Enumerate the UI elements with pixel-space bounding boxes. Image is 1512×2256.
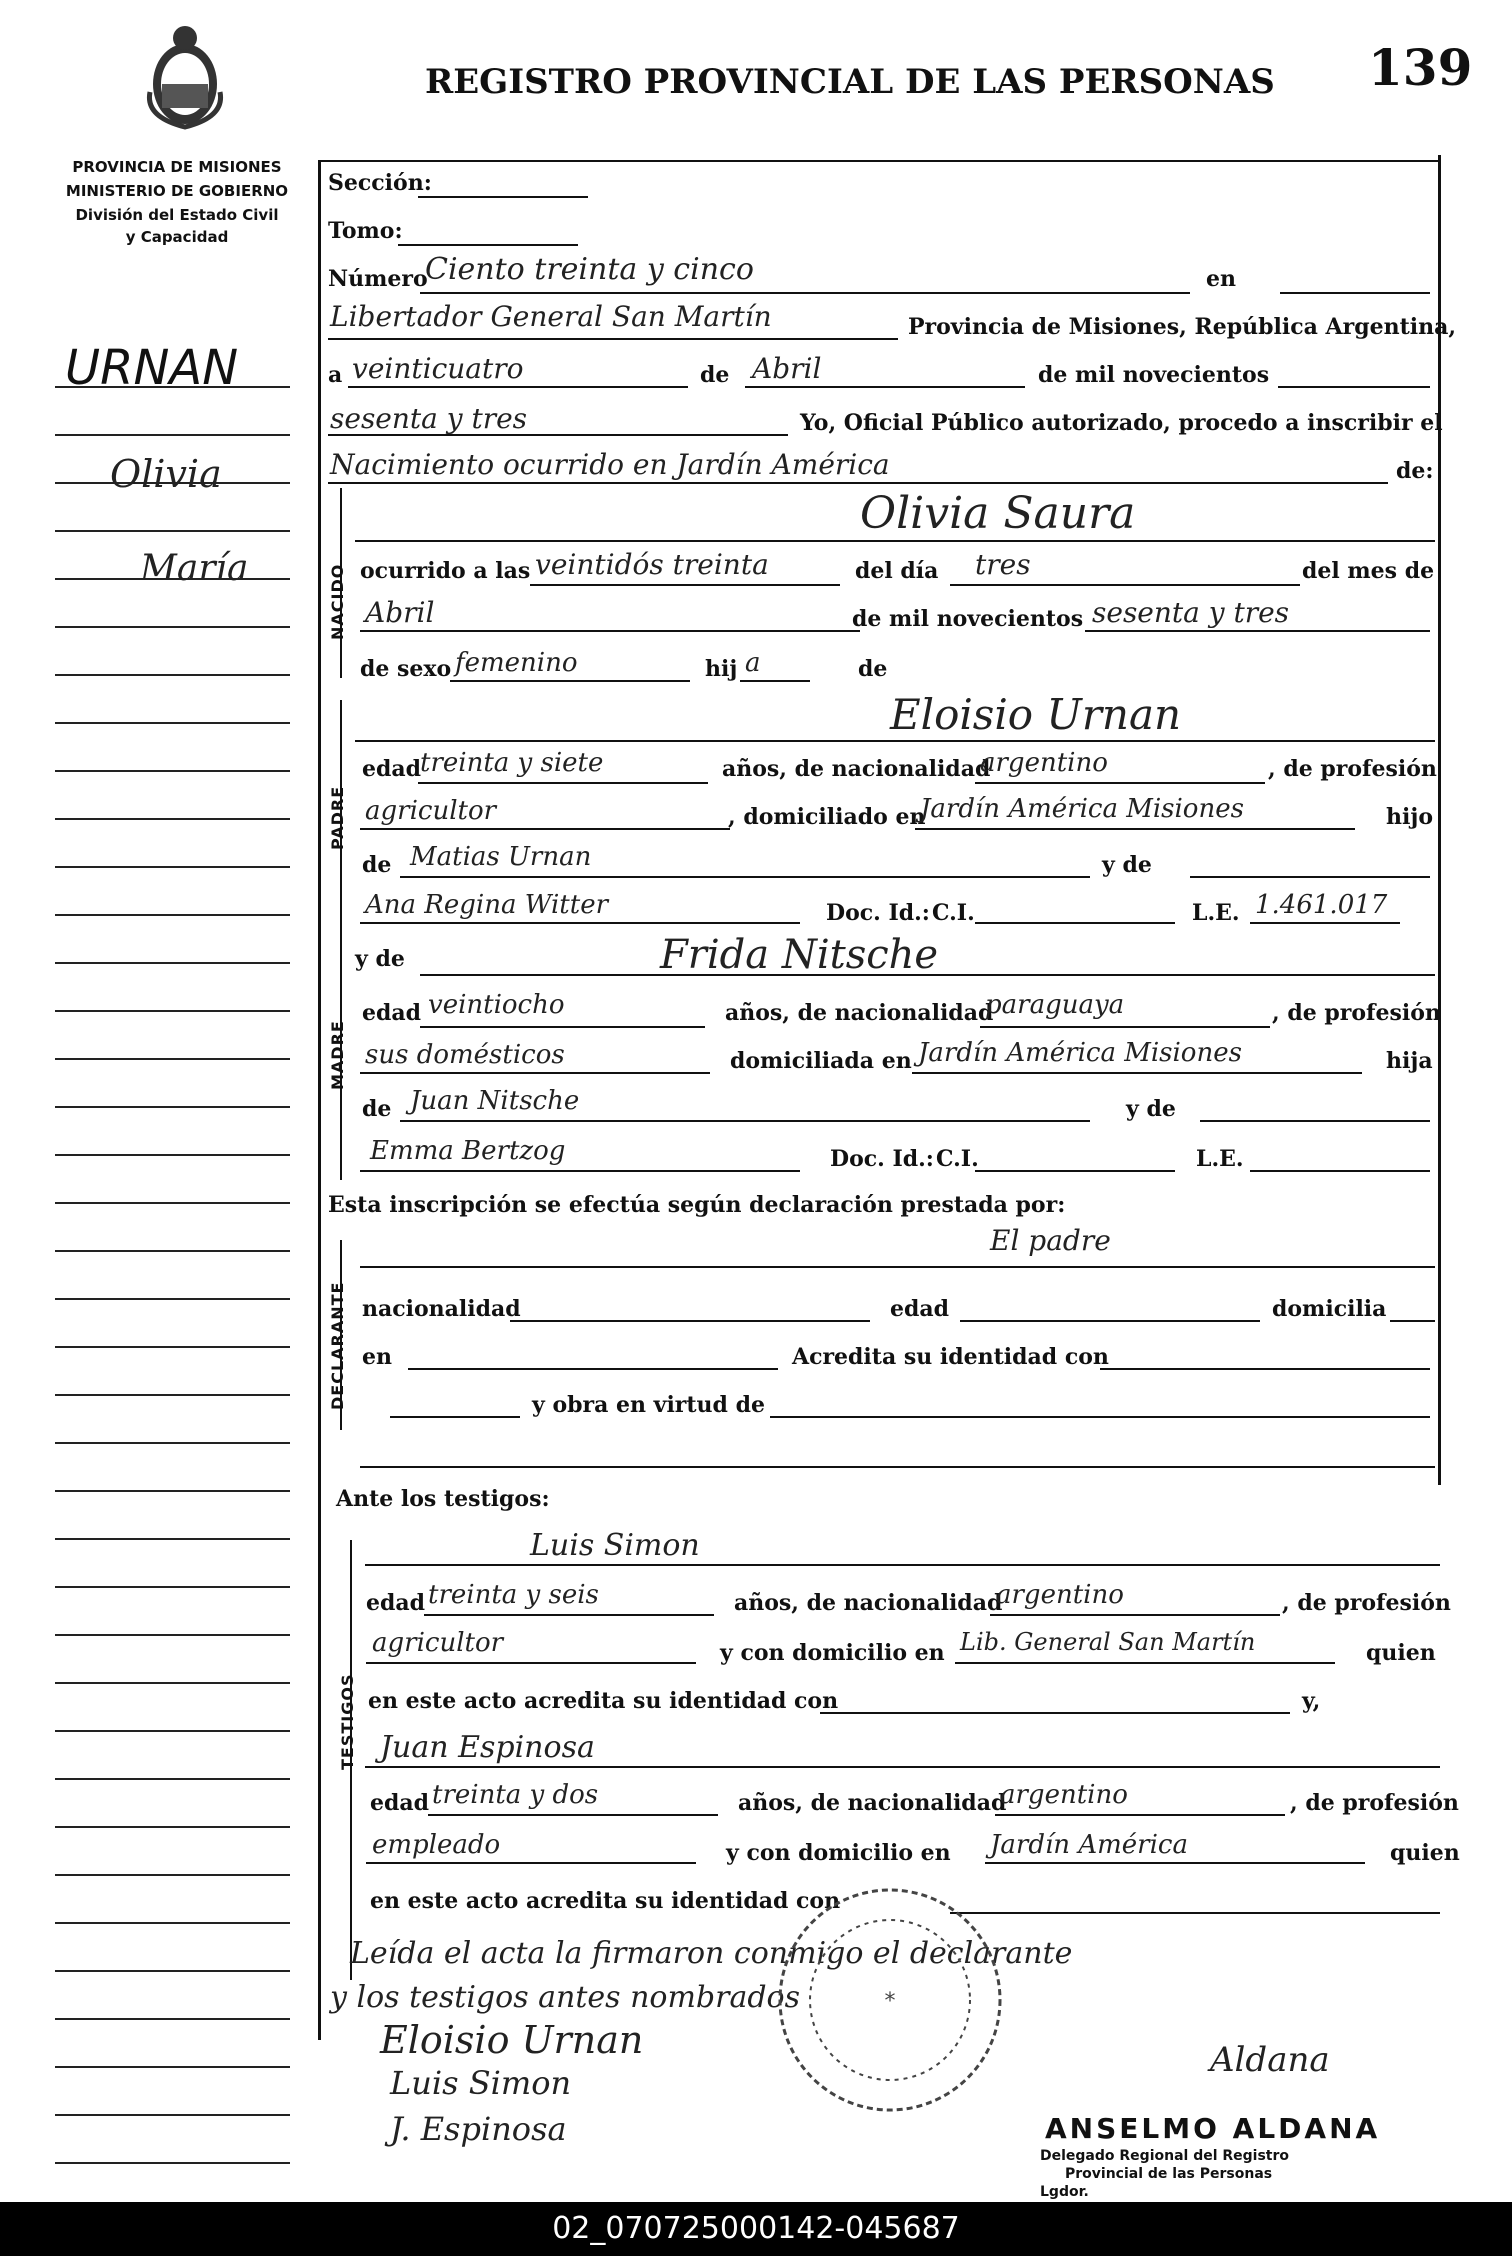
side-label-nacido: NACIDO <box>328 563 347 640</box>
margin-rule <box>55 1346 290 1348</box>
label-de-colon: de: <box>1396 458 1434 484</box>
label-numero: Número <box>328 266 428 292</box>
label-acredita: Acredita su identidad con <box>792 1344 1109 1370</box>
line-tomo <box>398 244 578 246</box>
line-sexo <box>450 680 690 682</box>
label-hijo: hijo <box>1386 804 1433 830</box>
label-provincia: Provincia de Misiones, República Argentina, <box>908 314 1457 340</box>
hw-t1-dom: Lib. General San Martín <box>960 1628 1256 1656</box>
round-seal-icon <box>770 1880 1010 2120</box>
side-label-testigos: TESTIGOS <box>338 1673 357 1770</box>
hw-t1-edad: treinta y seis <box>428 1580 599 1610</box>
stamp-name: ANSELMO ALDANA <box>1045 2112 1381 2145</box>
svg-text:*: * <box>884 1989 896 2014</box>
line-padre-nac <box>975 782 1265 784</box>
label-t1-acto: en este acto acredita su identidad con <box>368 1688 839 1714</box>
label-madre-doc: Doc. Id.: <box>830 1146 934 1172</box>
label-inscripcion: Esta inscripción se efectúa según declaración prestada por: <box>328 1192 1066 1218</box>
hw-madre-dom: Jardín América Misiones <box>918 1038 1242 1068</box>
hw-sexo: femenino <box>455 648 578 678</box>
line-lugar <box>328 338 898 340</box>
label-padre-doc: Doc. Id.: <box>826 900 930 926</box>
hw-madre-edad: veintiocho <box>428 990 565 1020</box>
line-madre-padre <box>400 1120 1090 1122</box>
side-label-padre: PADRE <box>328 785 347 850</box>
margin-rule <box>55 770 290 772</box>
hw-anio: sesenta y tres <box>330 402 528 435</box>
label-padre-prof: , de profesión <box>1268 756 1437 782</box>
org-block <box>52 158 302 246</box>
line-padre-nombre <box>355 740 1435 742</box>
line-madre-prof <box>360 1072 710 1074</box>
hw-t2-edad: treinta y dos <box>432 1780 599 1810</box>
hw-dia: veinticuatro <box>352 352 524 385</box>
line-obra-2 <box>360 1466 1435 1468</box>
label-padre-edad: edad <box>362 756 422 782</box>
hw-padre-madre: Ana Regina Witter <box>365 890 609 920</box>
label-obra: y obra en virtud de <box>532 1392 765 1418</box>
label-madre-le: L.E. <box>1196 1146 1244 1172</box>
margin-rule <box>55 1490 290 1492</box>
hw-dia-nac: tres <box>975 548 1031 581</box>
label-del-mes: del mes de <box>1302 558 1435 584</box>
margin-rule <box>55 1250 290 1252</box>
form-frame-top <box>318 160 1440 162</box>
line-anio-nac <box>1085 630 1430 632</box>
stamp-line4: Lgdor. <box>1040 2184 1089 2200</box>
label-testigos: Ante los testigos: <box>336 1486 550 1512</box>
label-t2-nac: años, de nacionalidad <box>738 1790 1007 1816</box>
margin-surname: URNAN <box>65 340 239 396</box>
line-mes-nac <box>360 630 860 632</box>
margin-rule <box>55 1202 290 1204</box>
hw-nacimiento: Nacimiento ocurrido en Jardín América <box>330 448 890 481</box>
line-t2-edad <box>428 1814 718 1816</box>
line-en <box>1280 292 1430 294</box>
hw-padre-edad: treinta y siete <box>420 748 604 778</box>
line-mil <box>1278 386 1430 388</box>
margin-rule <box>55 1682 290 1684</box>
line-padre-edad <box>418 782 708 784</box>
line-padre-le <box>1250 922 1400 924</box>
hw-leida-2: y los testigos antes nombrados <box>330 1980 800 2015</box>
line-t2-dom <box>985 1862 1365 1864</box>
margin-rule <box>55 626 290 628</box>
margin-rule <box>55 2162 290 2164</box>
hw-t1-prof: agricultor <box>372 1628 504 1658</box>
line-obra <box>770 1416 1430 1418</box>
margin-rule <box>55 962 290 964</box>
label-madre-y-de2: y de <box>1126 1096 1176 1122</box>
line-hora <box>530 584 840 586</box>
margin-rule <box>55 1970 290 1972</box>
label-decl-domicilia: domicilia <box>1272 1296 1387 1322</box>
line-t2-acto <box>950 1912 1440 1914</box>
line-testigo1 <box>365 1564 1440 1566</box>
hw-padre-nac: argentino <box>980 748 1108 778</box>
margin-rule <box>55 530 290 532</box>
org-line3: División del Estado Civil <box>75 206 279 224</box>
side-label-declarante: DECLARANTE <box>328 1281 347 1410</box>
label-padre-nac: años, de nacionalidad <box>722 756 991 782</box>
hw-firma1: Eloisio Urnan <box>380 2018 644 2062</box>
label-madre-y-de: y de <box>355 946 405 972</box>
hw-padre-dom: Jardín América Misiones <box>920 794 1244 824</box>
side-label-madre: MADRE <box>328 1020 347 1090</box>
label-t1-quien: quien <box>1366 1640 1436 1666</box>
hw-firma2: Luis Simon <box>390 2064 572 2102</box>
label-hija: hija <box>1386 1048 1433 1074</box>
margin-first-name: Olivia <box>110 452 222 496</box>
hw-leida-1: Leída el acta la firmaron conmigo el declarante <box>350 1936 1073 1971</box>
line-t1-prof <box>366 1662 696 1664</box>
label-t1-prof: , de profesión <box>1282 1590 1451 1616</box>
page-number: 139 <box>1368 38 1473 97</box>
line-t1-edad <box>424 1614 714 1616</box>
margin-rule <box>55 1778 290 1780</box>
label-madre-nac: años, de nacionalidad <box>725 1000 994 1026</box>
margin-rule <box>55 1394 290 1396</box>
margin-rule <box>55 1298 290 1300</box>
line-madre-edad <box>420 1026 705 1028</box>
line-madre-madre <box>360 1170 800 1172</box>
label-padre-dom: , domiciliado en <box>728 804 926 830</box>
org-line1: PROVINCIA DE MISIONES <box>72 158 282 176</box>
margin-rule <box>55 914 290 916</box>
margin-rule <box>55 1010 290 1012</box>
line-numero <box>420 292 1190 294</box>
label-padre-le: L.E. <box>1192 900 1240 926</box>
hw-t2-dom: Jardín América <box>990 1830 1188 1860</box>
label-t1-y: y, <box>1302 1688 1321 1714</box>
line-madre-ci <box>975 1170 1175 1172</box>
hw-madre-madre: Emma Bertzog <box>370 1136 566 1166</box>
label-tomo: Tomo: <box>328 218 403 244</box>
line-madre-le <box>1250 1170 1430 1172</box>
hw-hora: veintidós treinta <box>535 548 769 581</box>
label-madre-prof: , de profesión <box>1272 1000 1441 1026</box>
hw-madre-nac: paraguaya <box>985 990 1125 1020</box>
margin-rule <box>55 674 290 676</box>
margin-rule <box>55 2018 290 2020</box>
line-declarante <box>360 1266 1435 1268</box>
margin-rule <box>55 1730 290 1732</box>
org-line4: y Capacidad <box>125 228 229 246</box>
hw-mes: Abril <box>752 352 822 385</box>
label-de-mil2: de mil novecientos <box>852 606 1084 632</box>
line-t1-dom <box>955 1662 1335 1664</box>
label-de-mil: de mil novecientos <box>1038 362 1270 388</box>
margin-rule <box>55 722 290 724</box>
label-hij: hij <box>705 656 738 682</box>
label-padre-y-de: y de <box>1102 852 1152 878</box>
hw-t2-nac: argentino <box>1000 1780 1128 1810</box>
label-t1-edad: edad <box>366 1590 426 1616</box>
hw-madre-prof: sus domésticos <box>365 1040 565 1070</box>
line-padre-prof <box>360 828 730 830</box>
page-title: REGISTRO PROVINCIAL DE LAS PERSONAS <box>425 62 1275 102</box>
hw-numero: Ciento treinta y cinco <box>425 252 754 287</box>
hw-t2-prof: empleado <box>372 1830 501 1860</box>
label-madre-dom: domiciliada en <box>730 1048 912 1074</box>
label-t2-edad: edad <box>370 1790 430 1816</box>
label-padre-de: de <box>362 852 392 878</box>
line-madre-nac <box>980 1026 1270 1028</box>
label-a: a <box>328 362 343 388</box>
margin-middle-name: María <box>140 548 249 589</box>
stamp-line3: Provincial de las Personas <box>1065 2166 1273 2182</box>
line-dia-nac <box>950 584 1300 586</box>
label-t1-nac: años, de nacionalidad <box>734 1590 1003 1616</box>
org-line2: MINISTERIO DE GOBIERNO <box>65 182 289 200</box>
label-t1-dom: y con domicilio en <box>720 1640 945 1666</box>
hw-mes-nac: Abril <box>365 596 435 629</box>
line-madre-y-de <box>1200 1120 1430 1122</box>
label-de-mes: de <box>700 362 730 388</box>
form-frame-right <box>1438 155 1441 1485</box>
line-obra-pre <box>390 1416 520 1418</box>
hw-firma3: J. Espinosa <box>390 2110 567 2148</box>
line-nacimiento <box>328 482 1388 484</box>
line-t2-prof <box>366 1862 696 1864</box>
coat-of-arms-icon <box>140 22 230 132</box>
hw-madre-padre: Juan Nitsche <box>410 1086 580 1116</box>
margin-rule <box>55 1106 290 1108</box>
hw-anio-nac: sesenta y tres <box>1092 596 1290 629</box>
label-padre-ci: C.I. <box>932 900 975 926</box>
line-decl-edad <box>960 1320 1260 1322</box>
line-anio <box>328 434 788 436</box>
margin-rule <box>55 2114 290 2116</box>
line-madre-nombre <box>420 974 1435 976</box>
margin-rule <box>55 1442 290 1444</box>
margin-rule <box>55 866 290 868</box>
label-decl-edad: edad <box>890 1296 950 1322</box>
label-t2-prof: , de profesión <box>1290 1790 1459 1816</box>
line-acredita <box>1100 1368 1430 1370</box>
label-t2-quien: quien <box>1390 1840 1460 1866</box>
stamp-line2: Delegado Regional del Registro <box>1040 2148 1290 2164</box>
label-en: en <box>1206 266 1236 292</box>
label-madre-ci: C.I. <box>936 1146 979 1172</box>
line-t1-nac <box>990 1614 1280 1616</box>
label-decl-en: en <box>362 1344 392 1370</box>
hw-madre-nombre: Frida Nitsche <box>660 932 939 978</box>
margin-rule <box>55 818 290 820</box>
label-ocurrido: ocurrido a las <box>360 558 531 584</box>
margin-rule <box>55 1634 290 1636</box>
label-seccion: Sección: <box>328 170 432 196</box>
line-decl-en <box>408 1368 778 1370</box>
line-padre-dom <box>915 828 1355 830</box>
label-madre-de: de <box>362 1096 392 1122</box>
label-del-dia: del día <box>855 558 939 584</box>
margin-rule <box>55 1826 290 1828</box>
hw-lugar: Libertador General San Martín <box>330 300 772 333</box>
line-madre-dom <box>912 1072 1362 1074</box>
line-testigo2 <box>365 1766 1440 1768</box>
hw-firma-oficial: Aldana <box>1210 2040 1330 2080</box>
label-decl-nac: nacionalidad <box>362 1296 521 1322</box>
margin-rule <box>55 1538 290 1540</box>
hw-padre-prof: agricultor <box>365 796 497 826</box>
hw-t1-nac: argentino <box>996 1580 1124 1610</box>
line-decl-nac <box>510 1320 870 1322</box>
margin-rule <box>55 1874 290 1876</box>
line-t1-acto <box>820 1712 1290 1714</box>
hw-testigo1: Luis Simon <box>530 1528 700 1563</box>
margin-rule <box>55 1154 290 1156</box>
line-padre-y-de <box>1190 876 1430 878</box>
line-padre-madre <box>360 922 800 924</box>
document-id-footer: 02_070725000142-045687 <box>0 2202 1512 2256</box>
hw-nombre: Olivia Saura <box>860 488 1136 539</box>
margin-rule <box>55 1058 290 1060</box>
line-seccion <box>418 196 588 198</box>
line-hija <box>740 680 810 682</box>
form-frame-left <box>318 160 321 2040</box>
line-padre-ci <box>975 922 1175 924</box>
margin-rule <box>55 1586 290 1588</box>
margin-rule <box>55 2066 290 2068</box>
line-padre-padre <box>400 876 1090 878</box>
margin-rule <box>55 1922 290 1924</box>
hw-declarante: El padre <box>990 1224 1111 1257</box>
line-dia <box>348 386 688 388</box>
label-oficial: Yo, Oficial Público autorizado, procedo a inscribir el <box>800 410 1443 436</box>
line-t2-nac <box>995 1814 1285 1816</box>
label-t2-acto: en este acto acredita su identidad con <box>370 1888 841 1914</box>
label-sexo: de sexo <box>360 656 452 682</box>
label-de-hija: de <box>858 656 888 682</box>
line-decl-dom <box>1390 1320 1435 1322</box>
label-t2-dom: y con domicilio en <box>726 1840 951 1866</box>
hw-padre-padre: Matias Urnan <box>410 842 592 872</box>
hw-hija-sufijo: a <box>745 648 761 678</box>
line-mes <box>745 386 1025 388</box>
hw-padre-le: 1.461.017 <box>1255 890 1388 920</box>
hw-padre-nombre: Eloisio Urnan <box>890 690 1182 739</box>
hw-testigo2: Juan Espinosa <box>380 1730 595 1765</box>
label-madre-edad: edad <box>362 1000 422 1026</box>
margin-rule <box>55 434 290 436</box>
line-nombre <box>355 540 1435 542</box>
